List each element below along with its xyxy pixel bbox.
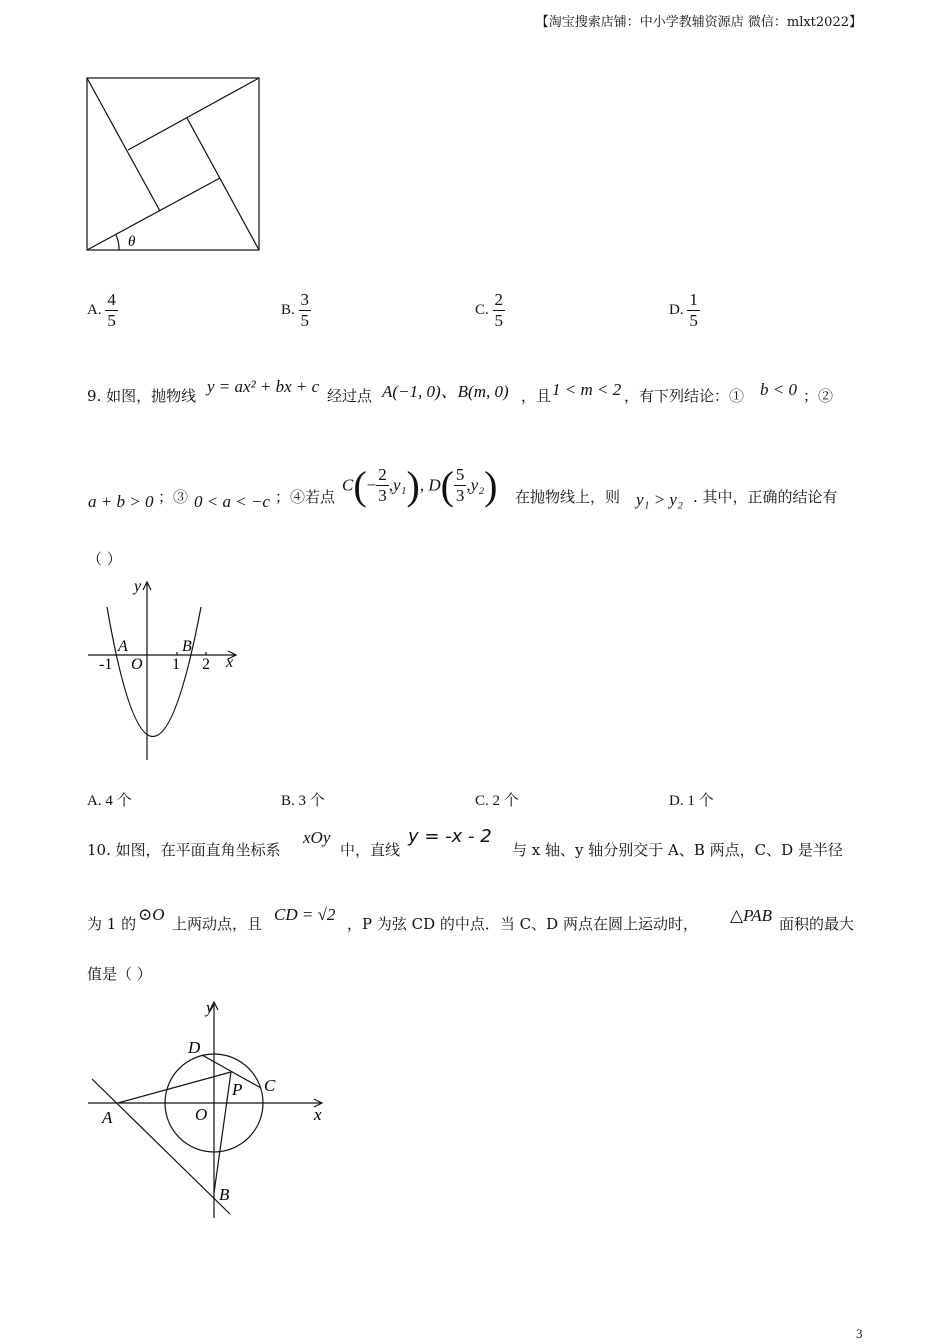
svg-text:-1: -1 xyxy=(99,656,113,673)
q9-option-b[interactable]: B. 3 个 xyxy=(281,793,325,809)
q8-option-c[interactable]: C. $\frac{2}{5}$ xyxy=(475,290,504,330)
page-header: 【淘宝搜索店铺：中小学教辅资源店 微信：mlxt2022】 xyxy=(535,15,862,30)
svg-text:P: P xyxy=(232,1080,243,1099)
q8-option-d[interactable]: D. $\frac{1}{5}$ xyxy=(669,290,698,330)
parabola-curve xyxy=(107,607,201,737)
page-number: 3 xyxy=(856,1326,863,1341)
q9-option-c[interactable]: C. 2 个 xyxy=(475,793,519,809)
q8-option-a[interactable]: A. $\frac{4}{5}$ xyxy=(87,290,116,330)
svg-text:A: A xyxy=(102,1108,113,1127)
theta-label: θ xyxy=(128,234,136,250)
q9-equation: y = ax² + bx + c xyxy=(207,377,320,396)
svg-text:1: 1 xyxy=(172,656,180,673)
svg-text:B: B xyxy=(219,1185,230,1204)
svg-text:2: 2 xyxy=(202,656,210,673)
q9-option-a[interactable]: A. 4 个 xyxy=(87,793,132,809)
q10-line-equation: y = -x - 2 xyxy=(408,826,492,847)
svg-text:y: y xyxy=(206,998,214,1017)
q9-answer-paren: （ ） xyxy=(87,550,122,568)
q10-number: 10. 如图，在平面直角坐标系 xyxy=(87,841,281,859)
q8-square-figure xyxy=(84,74,266,256)
svg-text:D: D xyxy=(188,1038,201,1057)
svg-text:B: B xyxy=(182,638,192,655)
q10-circle-figure xyxy=(84,996,334,1224)
svg-text:O: O xyxy=(131,656,143,673)
q9-number: 9. 如图，抛物线 xyxy=(87,387,197,405)
q9-points-cd: C(− $\frac{2}{3}$ ,y₁), D( $\frac{5}{3}$ ,y₂) xyxy=(342,463,498,508)
svg-text:y: y xyxy=(134,578,142,595)
q9-condition: 1 < m < 2 xyxy=(552,380,622,399)
q9-parabola-figure xyxy=(84,574,254,766)
svg-text:x: x xyxy=(226,654,234,671)
q9-points: A(−1, 0)、B(m, 0) xyxy=(382,382,509,401)
svg-text:C: C xyxy=(264,1076,276,1095)
q8-option-b[interactable]: B. $\frac{3}{5}$ xyxy=(281,290,310,330)
outer-square xyxy=(87,78,259,250)
svg-text:x: x xyxy=(314,1105,322,1124)
svg-text:O: O xyxy=(195,1105,208,1124)
svg-text:A: A xyxy=(118,638,128,655)
q9-option-d[interactable]: D. 1 个 xyxy=(669,793,714,809)
line-ab xyxy=(92,1079,230,1214)
